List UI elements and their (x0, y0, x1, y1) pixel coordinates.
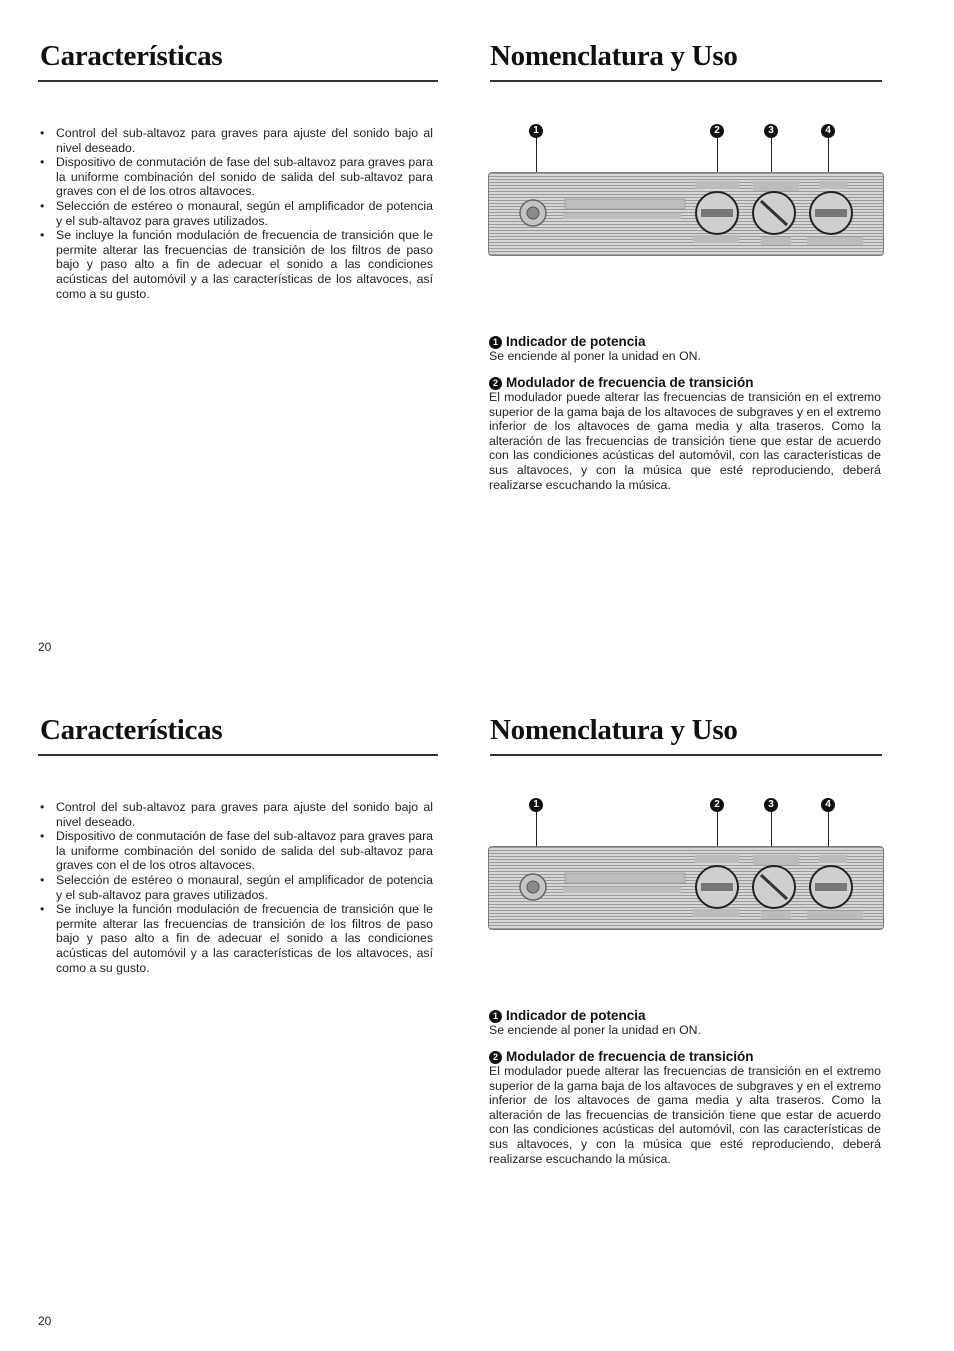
device-panel (488, 846, 884, 930)
item-heading (489, 375, 881, 390)
panel-illustration (489, 173, 883, 255)
feature-list (38, 800, 433, 975)
item-number: 1 (489, 1010, 502, 1023)
item-crossover-modulator (489, 1049, 881, 1166)
callout-2: 2 (710, 798, 724, 812)
device-panel (488, 172, 884, 256)
feature-list (38, 126, 433, 301)
title-rule-left (38, 754, 438, 756)
callout-4: 4 (821, 798, 835, 812)
item-number: 2 (489, 377, 502, 390)
title-rule-right (490, 754, 882, 756)
item-crossover-modulator (489, 375, 881, 492)
callout-2: 2 (710, 124, 724, 138)
feature-item: • Control del sub-altavoz para graves para ajuste del sonido bajo al nivel deseado. (38, 126, 433, 155)
section-title-nomenclatura: Nomenclatura y Uso (490, 40, 738, 72)
feature-item: • Selección de estéreo o monaural, según el amplificador de potencia y el sub-altavoz para graves utilizados. (38, 873, 433, 902)
item-text: El modulador puede alterar las frecuencias de transición en el extremo superior de la gama baja de los altavoces de subgraves y en el extremo inferior de los altavoces de gama media y alta traseros. Como la alteración de las frecuencias de transición tiene que estar de acuerdo con las condiciones acústicas del automóvil, con las características de sus altavoces, y con la música que esté reproduciendo, deberá realizarse escuchando la música. (489, 390, 881, 492)
item-heading-text: Indicador de potencia (506, 1008, 646, 1023)
item-heading-text: Indicador de potencia (506, 334, 646, 349)
feature-item: • Control del sub-altavoz para graves para ajuste del sonido bajo al nivel deseado. (38, 800, 433, 829)
callout-1: 1 (529, 124, 543, 138)
item-text: El modulador puede alterar las frecuencias de transición en el extremo superior de la gama baja de los altavoces de subgraves y en el extremo inferior de los altavoces de gama media y alta traseros. Como la alteración de las frecuencias de transición tiene que estar de acuerdo con las condiciones acústicas del automóvil, con las características de sus altavoces, y con la música que esté reproduciendo, deberá realizarse escuchando la música. (489, 1064, 881, 1166)
page-bottom (0, 674, 954, 1348)
page-top (0, 0, 954, 674)
item-text: Se enciende al poner la unidad en ON. (489, 1023, 701, 1037)
feature-item: • Dispositivo de conmutación de fase del sub-altavoz para graves para la uniforme combinación del sonido de salida del sub-altavoz para graves con el de los otros altavoces. (38, 155, 433, 199)
panel-illustration (489, 847, 883, 929)
callout-4: 4 (821, 124, 835, 138)
title-rule-left (38, 80, 438, 82)
callout-1: 1 (529, 798, 543, 812)
item-heading-text: Modulador de frecuencia de transición (506, 1049, 754, 1064)
front-panel-figure (488, 796, 884, 932)
page-number: 20 (38, 1314, 52, 1328)
front-panel-figure (488, 122, 884, 258)
title-rule-right (490, 80, 882, 82)
feature-item: • Se incluye la función modulación de frecuencia de transición que le permite alterar las frecuencias de transición de los filtros de paso bajo y paso alto a fin de adecuar el sonido a las condiciones acústicas del automóvil y a las características de los altavoces, así como a su gusto. (38, 228, 433, 301)
section-title-caracteristicas: Características (40, 40, 223, 72)
item-power-indicator (489, 1008, 881, 1038)
item-number: 1 (489, 336, 502, 349)
feature-item: • Dispositivo de conmutación de fase del sub-altavoz para graves para la uniforme combinación del sonido de salida del sub-altavoz para graves con el de los otros altavoces. (38, 829, 433, 873)
item-text: Se enciende al poner la unidad en ON. (489, 349, 701, 363)
item-power-indicator (489, 334, 881, 364)
item-heading (489, 1049, 881, 1064)
callout-3: 3 (764, 798, 778, 812)
section-title-nomenclatura: Nomenclatura y Uso (490, 714, 738, 746)
section-title-caracteristicas: Características (40, 714, 223, 746)
item-heading-text: Modulador de frecuencia de transición (506, 375, 754, 390)
page-number: 20 (38, 640, 52, 654)
item-heading (489, 334, 881, 349)
item-number: 2 (489, 1051, 502, 1064)
feature-item: • Selección de estéreo o monaural, según el amplificador de potencia y el sub-altavoz para graves utilizados. (38, 199, 433, 228)
feature-item: • Se incluye la función modulación de frecuencia de transición que le permite alterar las frecuencias de transición de los filtros de paso bajo y paso alto a fin de adecuar el sonido a las condiciones acústicas del automóvil y a las características de los altavoces, así como a su gusto. (38, 902, 433, 975)
item-heading (489, 1008, 881, 1023)
callout-3: 3 (764, 124, 778, 138)
